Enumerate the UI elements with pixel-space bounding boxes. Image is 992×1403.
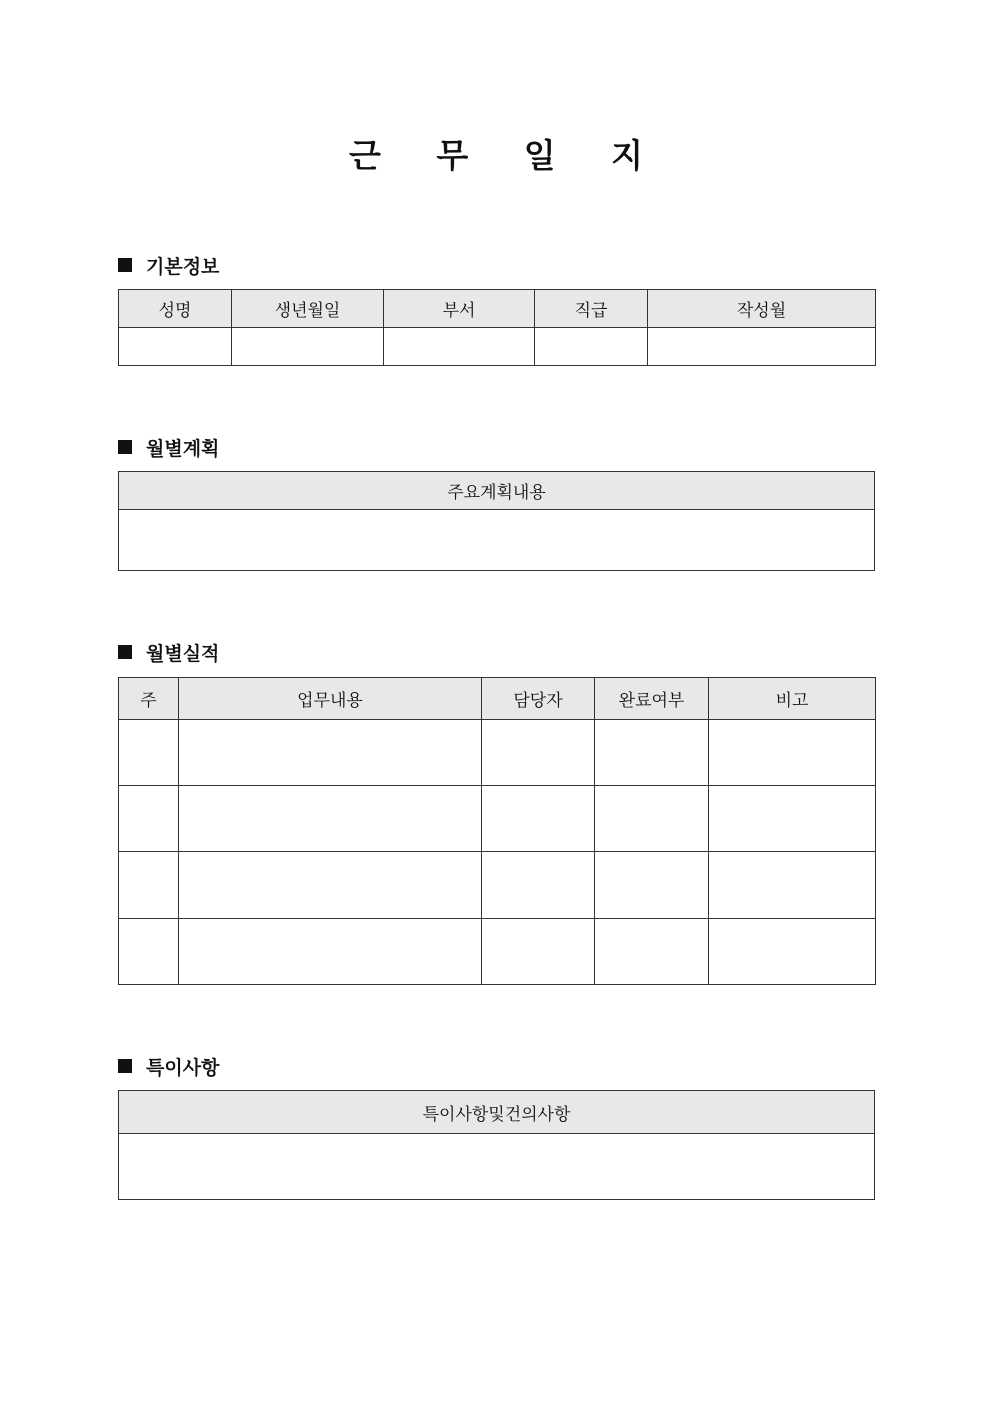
square-bullet-icon	[118, 440, 132, 454]
note-cell[interactable]	[709, 919, 876, 985]
task-cell[interactable]	[179, 720, 482, 786]
task-cell[interactable]	[179, 852, 482, 919]
square-bullet-icon	[118, 258, 132, 272]
remarks-cell[interactable]	[119, 1134, 875, 1200]
main-plan-cell[interactable]	[119, 510, 875, 571]
completion-cell[interactable]	[595, 720, 709, 786]
note-cell[interactable]	[709, 786, 876, 852]
header-cell-main-plan: 주요계획내용	[119, 472, 875, 510]
owner-cell[interactable]	[482, 852, 595, 919]
table-header-row	[119, 678, 876, 720]
note-cell[interactable]	[709, 852, 876, 919]
week-cell[interactable]	[119, 919, 179, 985]
table-row	[119, 1134, 875, 1200]
name-cell[interactable]	[119, 328, 232, 366]
department-cell[interactable]	[384, 328, 535, 366]
table-row	[119, 786, 876, 852]
remarks-table	[118, 1090, 875, 1200]
monthly-plan-table	[118, 471, 875, 571]
completion-cell[interactable]	[595, 852, 709, 919]
square-bullet-icon	[118, 1059, 132, 1073]
table-row	[119, 328, 876, 366]
header-cell-name: 성명	[119, 290, 232, 328]
task-cell[interactable]	[179, 919, 482, 985]
table-header-row	[119, 472, 875, 510]
header-cell-note: 비고	[709, 678, 876, 720]
position-cell[interactable]	[535, 328, 648, 366]
basic-info-table	[118, 289, 876, 366]
section-heading-remarks	[118, 1054, 219, 1078]
month-cell[interactable]	[648, 328, 876, 366]
header-cell-department: 부서	[384, 290, 535, 328]
header-cell-task: 업무내용	[179, 678, 482, 720]
section-heading-basic-info	[118, 253, 219, 277]
header-cell-month: 작성월	[648, 290, 876, 328]
table-row	[119, 919, 876, 985]
birthdate-cell[interactable]	[232, 328, 384, 366]
square-bullet-icon	[118, 645, 132, 659]
table-header-row	[119, 290, 876, 328]
section-heading-label: 월별실적	[146, 642, 220, 665]
section-heading-label: 특이사항	[146, 1056, 220, 1079]
header-cell-completion: 완료여부	[595, 678, 709, 720]
section-heading-label: 월별계획	[146, 437, 220, 460]
header-cell-owner: 담당자	[482, 678, 595, 720]
note-cell[interactable]	[709, 720, 876, 786]
week-cell[interactable]	[119, 720, 179, 786]
header-cell-birthdate: 생년월일	[232, 290, 384, 328]
table-row	[119, 852, 876, 919]
page-title: 근 무 일 지	[349, 136, 665, 175]
section-heading-label: 기본정보	[146, 255, 220, 278]
week-cell[interactable]	[119, 852, 179, 919]
completion-cell[interactable]	[595, 786, 709, 852]
table-row	[119, 720, 876, 786]
task-cell[interactable]	[179, 786, 482, 852]
week-cell[interactable]	[119, 786, 179, 852]
section-heading-monthly-results	[118, 640, 219, 664]
owner-cell[interactable]	[482, 919, 595, 985]
header-cell-position: 직급	[535, 290, 648, 328]
monthly-results-table	[118, 677, 876, 985]
table-row	[119, 510, 875, 571]
table-header-row	[119, 1091, 875, 1134]
section-heading-monthly-plan	[118, 435, 219, 459]
owner-cell[interactable]	[482, 720, 595, 786]
owner-cell[interactable]	[482, 786, 595, 852]
header-cell-week: 주	[119, 678, 179, 720]
completion-cell[interactable]	[595, 919, 709, 985]
header-cell-remarks: 특이사항및건의사항	[119, 1091, 875, 1134]
